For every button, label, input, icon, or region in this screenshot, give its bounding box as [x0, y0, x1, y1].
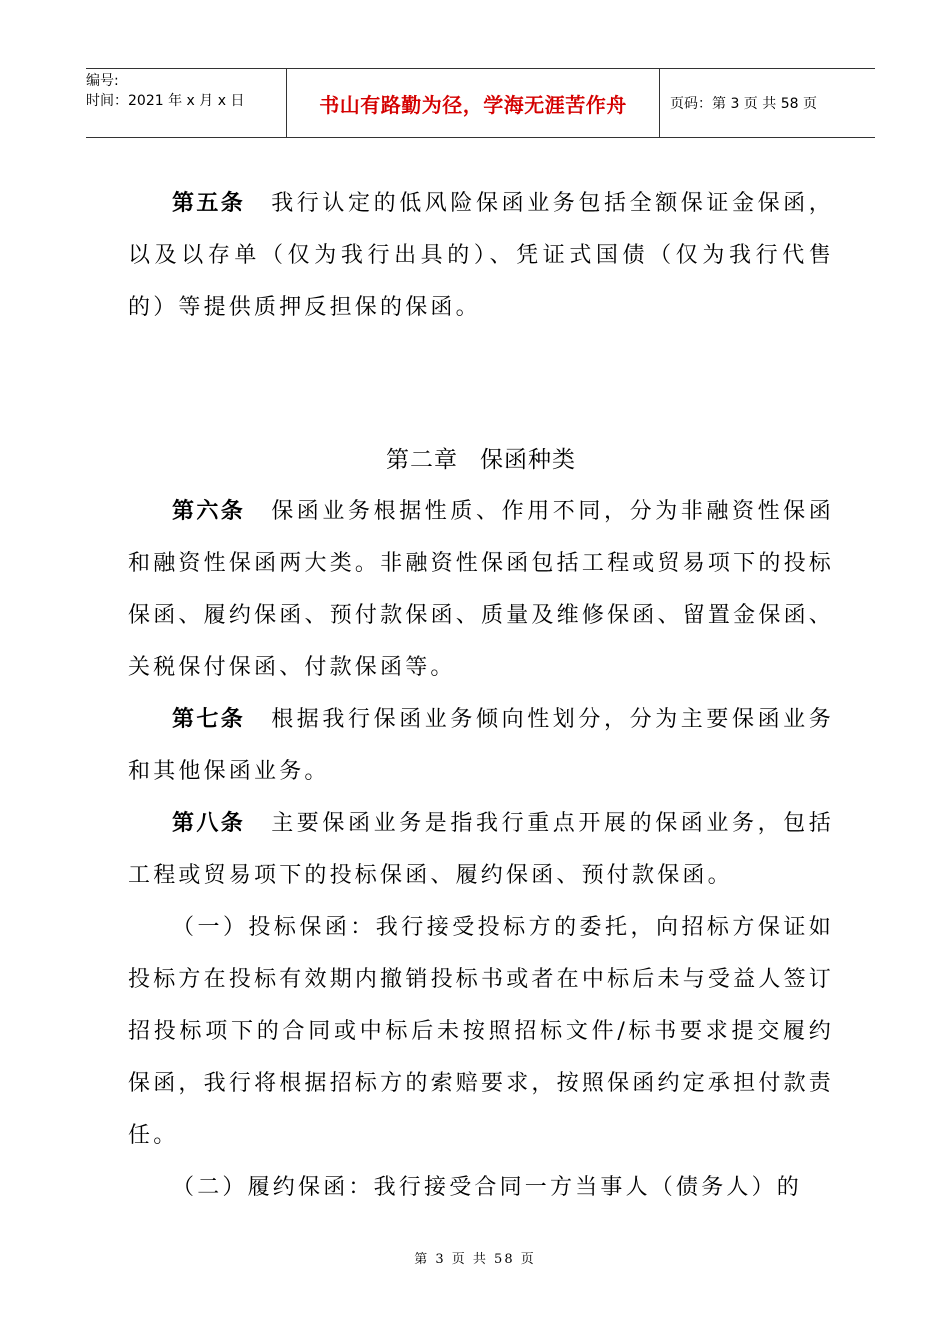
document-time-label: 时间：2021 年 x 月 x 日: [86, 93, 245, 109]
article-6-text: 保函业务根据性质、作用不同，分为非融资性保函和融资性保函两大类。非融资性保函包括工程或贸易项下的投标保函、履约保函、预付款保函、质量及维修保函、留置金保函、关税保付保函、付款保函等。: [128, 499, 834, 680]
article-6: [128, 486, 834, 694]
article-5-text: 我行认定的低风险保函业务包括全额保证金保函，以及以存单（仅为我行出具的）、凭证式国债（仅为我行代售的）等提供质押反担保的保函。: [128, 191, 834, 320]
page-header: [86, 68, 875, 138]
article-5: [128, 178, 834, 334]
header-motto: 书山有路勤为径，学海无涯苦作舟: [286, 69, 660, 137]
item-performance-guarantee: （二）履约保函：我行接受合同一方当事人（债务人）的: [172, 1175, 803, 1200]
article-7-text: 根据我行保函业务倾向性划分，分为主要保函业务和其他保函业务。: [128, 707, 834, 784]
article-8: [128, 798, 834, 902]
article-8-text: 主要保函业务是指我行重点开展的保函业务，包括工程或贸易项下的投标保函、履约保函、预付款保函。: [128, 811, 834, 888]
document-number-label: 编号:: [86, 73, 119, 89]
article-7-title: 第七条: [172, 707, 246, 732]
header-page-label: 页码：第 3 页 共 58 页: [670, 96, 817, 112]
chapter-title: 保函种类: [480, 447, 576, 473]
article-7: [128, 694, 834, 798]
item-bid-guarantee: （一）投标保函：我行接受投标方的委托，向招标方保证如投标方在投标有效期内撤销投标书或者在中标后未与受益人签订招投标项下的合同或中标后未按照招标文件/标书要求提交履约保函，我行将根据招标方的索赔要求，按照保函约定承担付款责任。: [128, 915, 834, 1148]
document-body: [128, 178, 834, 1214]
article-8-title: 第八条: [172, 811, 246, 836]
page-footer: 第 3 页 共 58 页: [414, 1252, 536, 1267]
article-6-title: 第六条: [172, 499, 246, 524]
article-5-title: 第五条: [172, 191, 246, 216]
header-meta: [86, 69, 286, 137]
chapter-number: 第二章: [386, 447, 458, 473]
chapter-heading: [128, 434, 834, 486]
